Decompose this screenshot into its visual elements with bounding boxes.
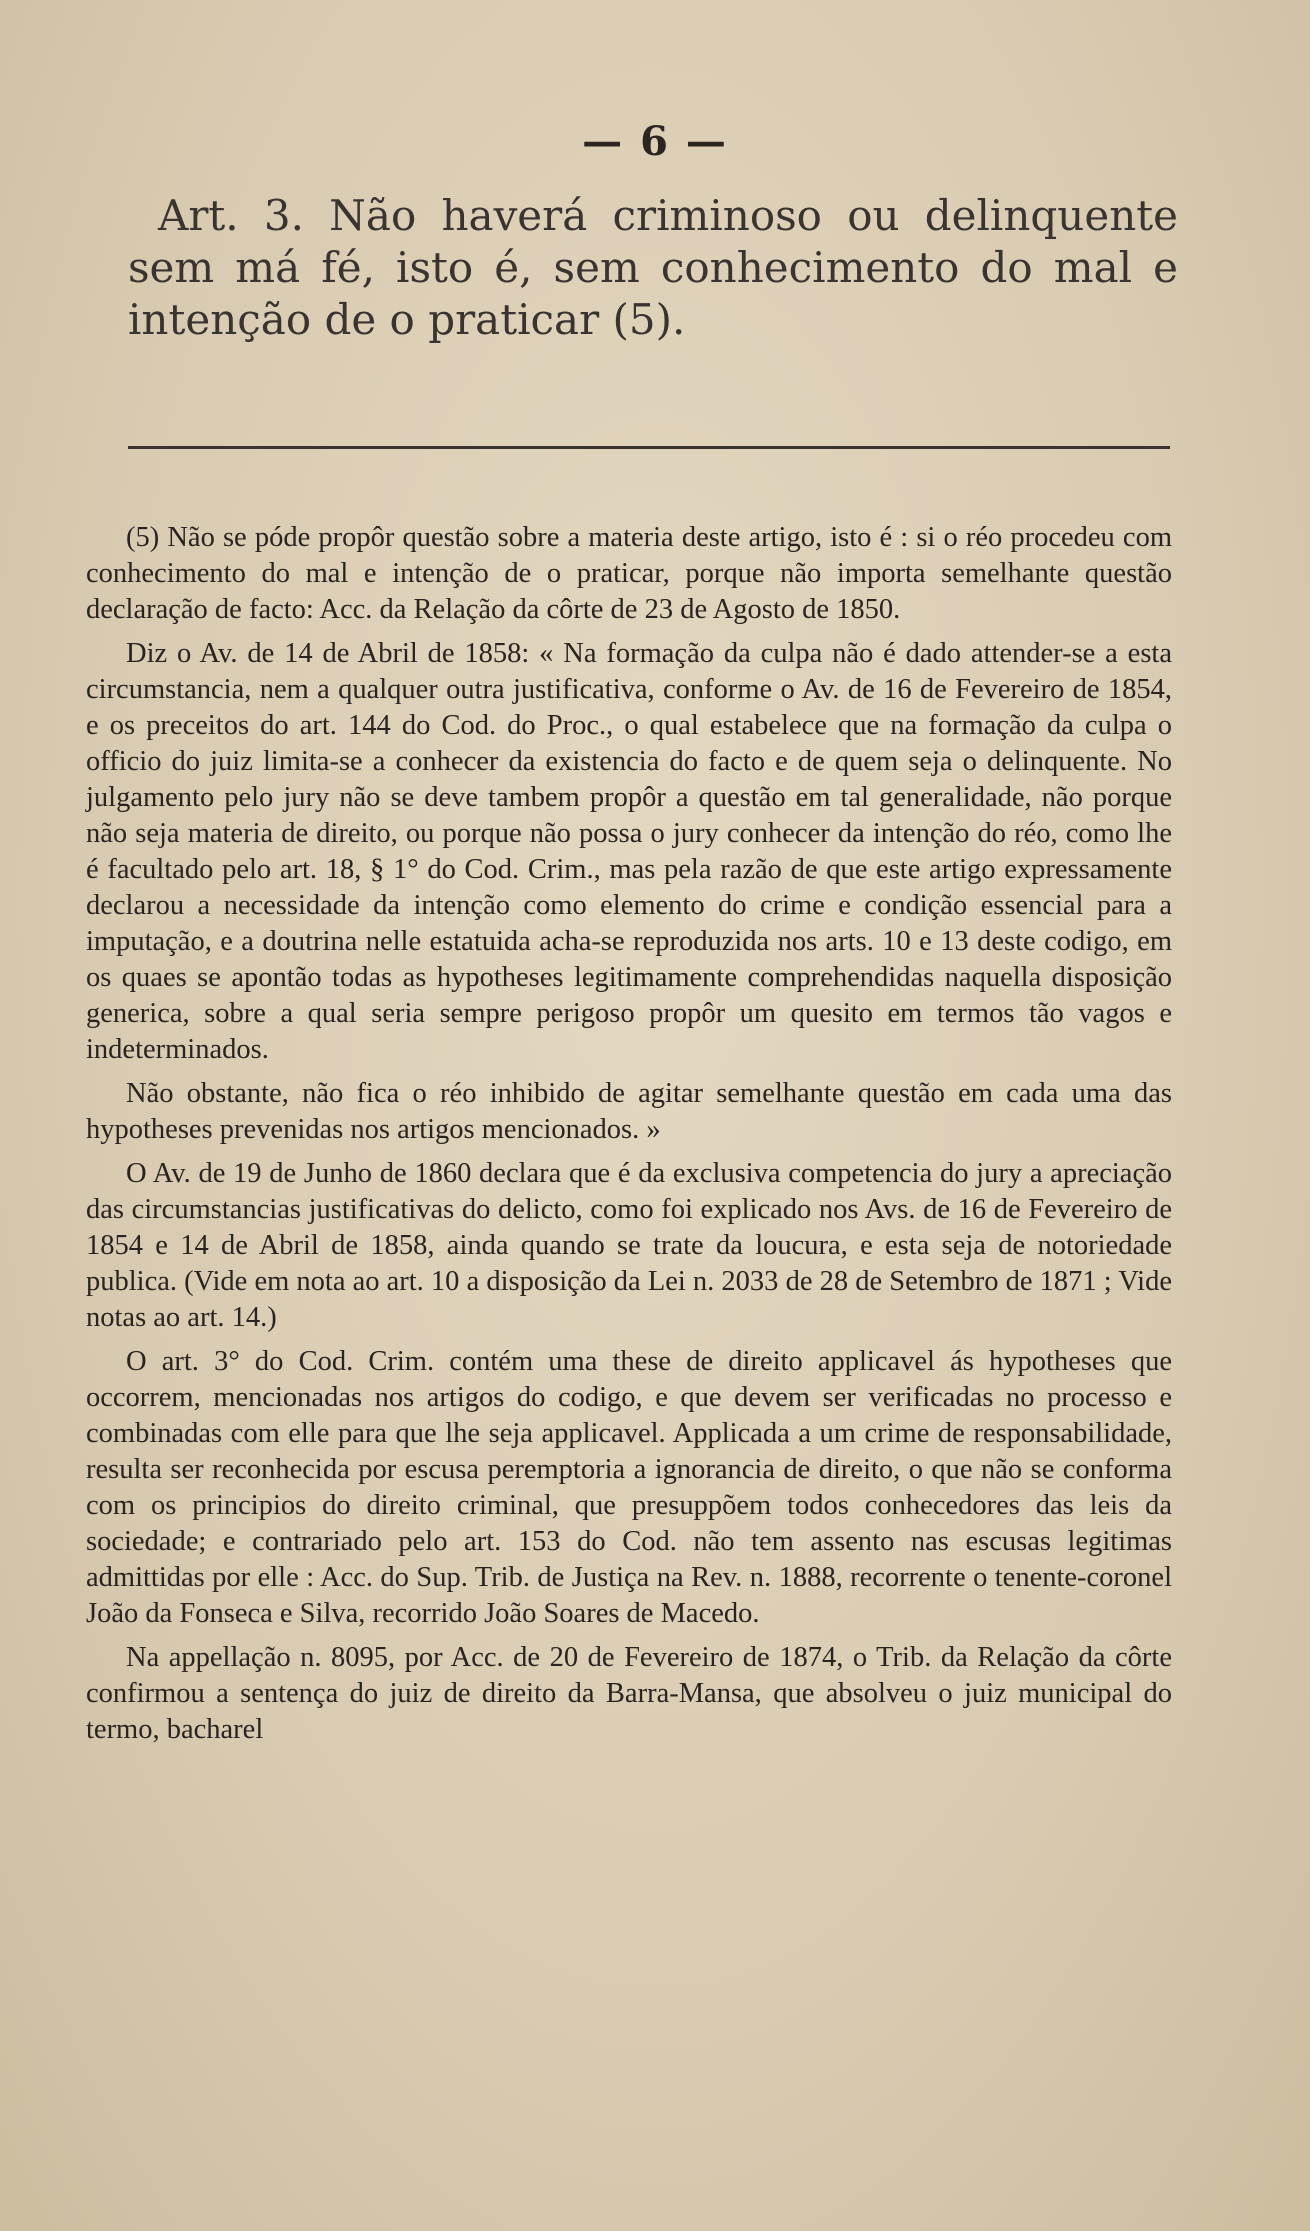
footnotes-block [86, 520, 1172, 1756]
footnote-paragraph: Diz o Av. de 14 de Abril de 1858: « Na formação da culpa não é dado attender-se a esta circumstancia, nem a qualquer outra justificativa, conforme o Av. de 16 de Fevereiro de 1854, e os preceitos do art. 144 do Cod. do Proc., o qual estabelece que na formação da culpa o officio do juiz limita-se a conhecer da existencia do facto e de quem seja o delinquente. No julgamento pelo jury não se deve tambem propôr a questão em tal generalidade, não porque não seja materia de direito, ou porque não possa o jury conhecer da intenção do réo, como lhe é facultado pelo art. 18, § 1° do Cod. Crim., mas pela razão de que este artigo expressamente declarou a necessidade da intenção como elemento do crime e condição essencial para a imputação, e a doutrina nelle estatuida acha-se reproduzida nos arts. 10 e 13 deste codigo, em os quaes se apontão todas as hypotheses legitimamente comprehendidas naquella disposição generica, sobre a qual seria sempre perigoso propôr um quesito em termos tão vagos e indeterminados. [86, 638, 1172, 1065]
page-number: — 6 — [582, 118, 728, 165]
footnote-divider [128, 446, 1170, 449]
footnote-paragraph: Na appellação n. 8095, por Acc. de 20 de Fevereiro de 1874, o Trib. da Relação da côrte confirmou a sentença do juiz de direito da Barra-Mansa, que absolveu o juiz municipal do termo, bacharel [86, 1642, 1172, 1745]
footnote-paragraph: Não obstante, não fica o réo inhibido de agitar semelhante questão em cada uma das hypotheses prevenidas nos artigos mencionados. » [86, 1078, 1172, 1145]
article-text-block [128, 190, 1178, 346]
footnote-paragraph: O Av. de 19 de Junho de 1860 declara que é da exclusiva competencia do jury a apreciação das circumstancias justificativas do delicto, como foi explicado nos Avs. de 16 de Fevereiro de 1854 e 14 de Abril de 1858, ainda quando se trate da loucura, e esta seja de notoriedade publica. (Vide em nota ao art. 10 a disposição da Lei n. 2033 de 28 de Setembro de 1871 ; Vide notas ao art. 14.) [86, 1158, 1172, 1333]
article-paragraph: Art. 3. Não haverá criminoso ou delinquente sem má fé, isto é, sem conhecimento do mal e intenção de o praticar (5). [128, 191, 1178, 344]
footnote-paragraph: (5) Não se póde propôr questão sobre a materia deste artigo, isto é : si o réo procedeu com conhecimento do mal e intenção de o praticar, porque não importa semelhante questão declaração de facto: Acc. da Relação da côrte de 23 de Agosto de 1850. [86, 522, 1172, 625]
footnote-paragraph: O art. 3° do Cod. Crim. contém uma these de direito applicavel ás hypotheses que occorrem, mencionadas nos artigos do codigo, e que devem ser verificadas no processo e combinadas com elle para que lhe seja applicavel. Applicada a um crime de responsabilidade, resulta ser reconhecida por escusa peremptoria a ignorancia de direito, o que não se conforma com os principios do direito criminal, que presuppõem todos conhecedores das leis da sociedade; e contrariado pelo art. 153 do Cod. não tem assento nas escusas legitimas admittidas por elle : Acc. do Sup. Trib. de Justiça na Rev. n. 1888, recorrente o tenente-coronel João da Fonseca e Silva, recorrido João Soares de Macedo. [86, 1346, 1172, 1629]
